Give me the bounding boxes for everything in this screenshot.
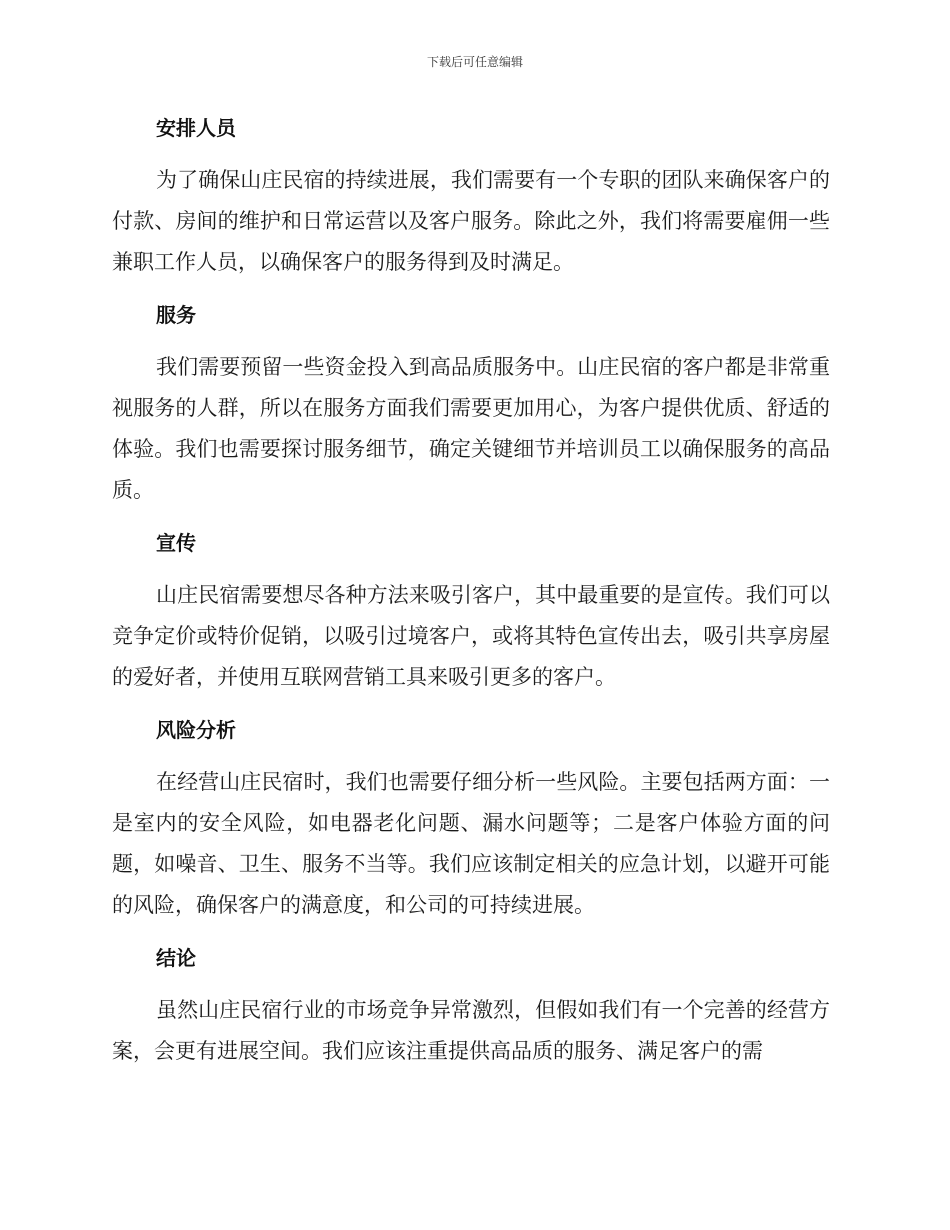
section-promotion — [112, 523, 830, 698]
section-heading: 服务 — [156, 303, 196, 327]
section-paragraph: 虽然山庄民宿行业的市场竞争异常激烈，但假如我们有一个完善的经营方案，会更有进展空间。我们应该注重提供高品质的服务、满足客户的需 — [112, 998, 830, 1063]
section-heading: 安排人员 — [156, 116, 236, 140]
section-paragraph: 为了确保山庄民宿的持续进展，我们需要有一个专职的团队来确保客户的付款、房间的维护和日常运营以及客户服务。除此之外，我们将需要雇佣一些兼职工作人员，以确保客户的服务得到及时满足。 — [112, 168, 830, 274]
section-paragraph: 在经营山庄民宿时，我们也需要仔细分析一些风险。主要包括两方面：一是室内的安全风险，如电器老化问题、漏水问题等；二是客户体验方面的问题，如噪音、卫生、服务不当等。我们应该制定相关的应急计划，以避开可能的风险，确保客户的满意度，和公司的可持续进展。 — [112, 770, 830, 917]
section-staffing — [112, 108, 830, 283]
section-heading: 风险分析 — [156, 718, 236, 742]
section-risk-analysis — [112, 710, 830, 926]
section-heading: 宣传 — [156, 531, 196, 555]
section-paragraph: 山庄民宿需要想尽各种方法来吸引客户，其中最重要的是宣传。我们可以竞争定价或特价促销，以吸引过境客户，或将其特色宣传出去，吸引共享房屋的爱好者，并使用互联网营销工具来吸引更多的客户。 — [112, 583, 830, 689]
section-conclusion — [112, 938, 830, 1072]
section-service — [112, 295, 830, 511]
section-paragraph: 我们需要预留一些资金投入到高品质服务中。山庄民宿的客户都是非常重视服务的人群，所以在服务方面我们需要更加用心，为客户提供优质、舒适的体验。我们也需要探讨服务细节，确定关键细节并培训员工以确保服务的高品质。 — [112, 355, 830, 502]
section-heading: 结论 — [156, 946, 196, 970]
page-header: 下载后可任意编辑 — [426, 55, 523, 69]
document-body — [112, 108, 830, 1072]
